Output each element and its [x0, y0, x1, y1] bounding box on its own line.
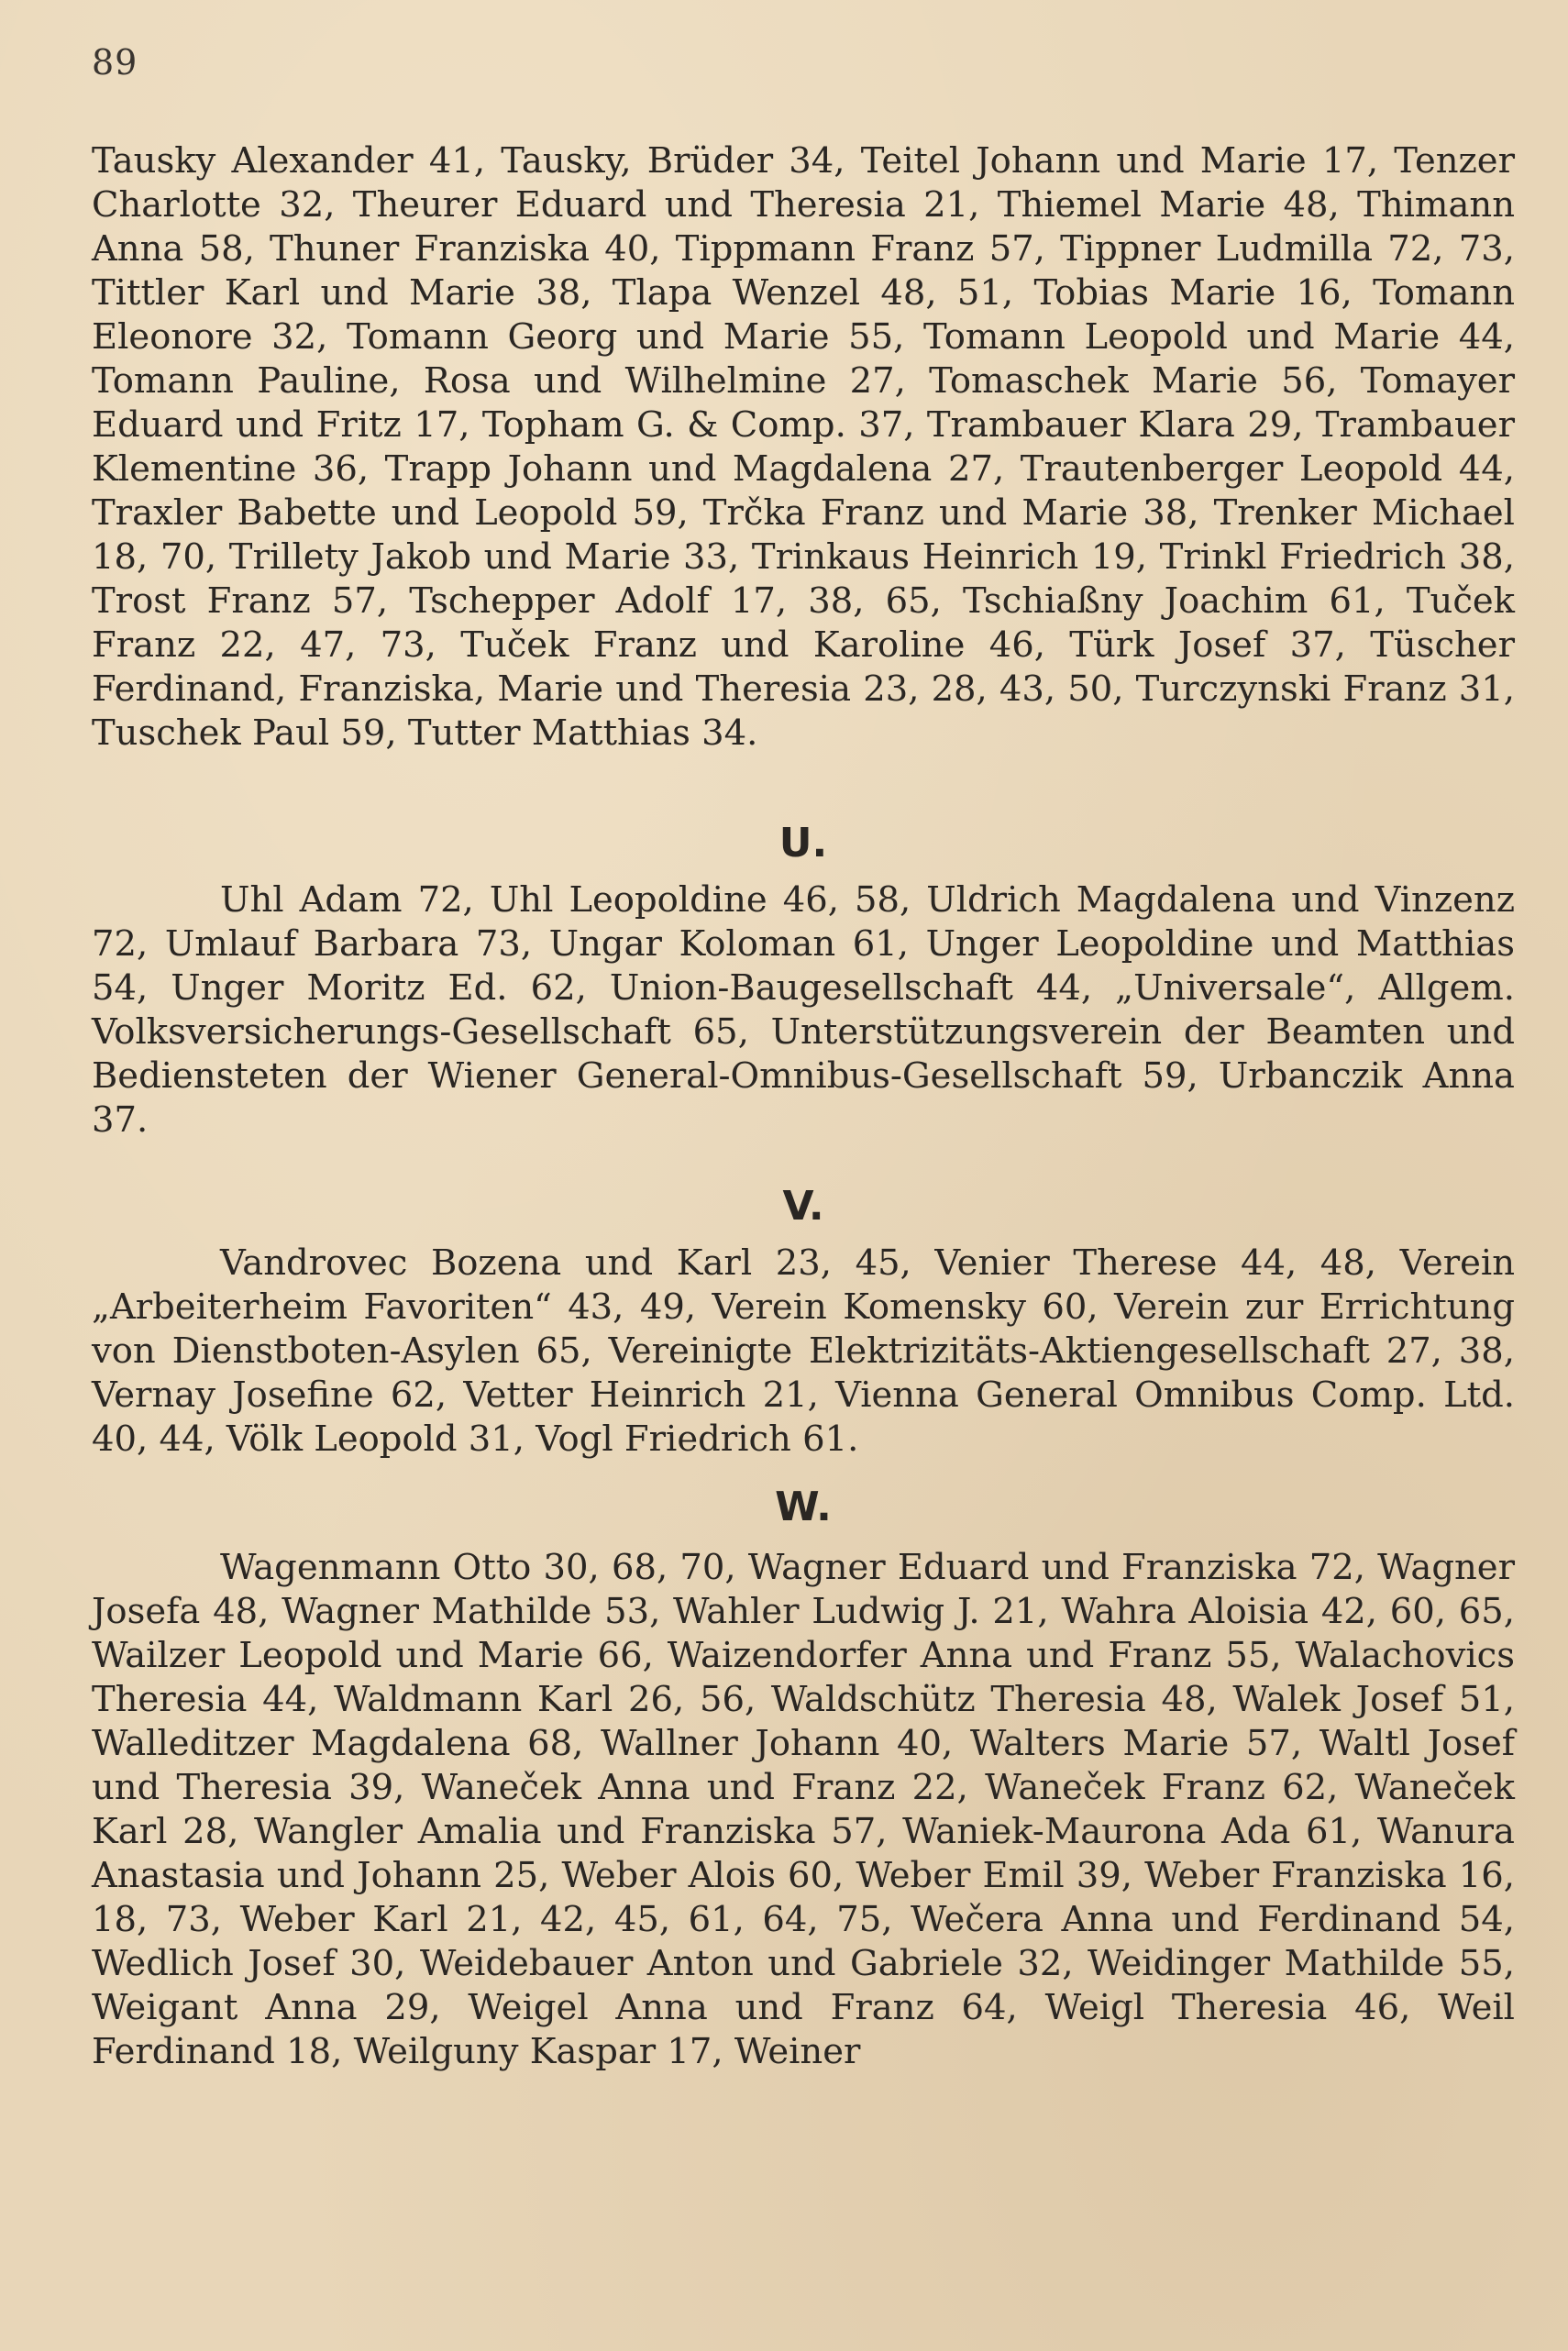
section-heading-w: W. — [775, 1484, 832, 1530]
section-heading-u: U. — [778, 820, 828, 866]
page-number: 89 — [92, 42, 138, 83]
index-paragraph-v: Vandrovec Bozena und Karl 23, 45, Venier Therese 44, 48, Verein „Arbeiterheim Favoriten“ 43, 49, Verein Komensky 60, Verein zur Errichtung von Dienstboten-Asylen 65, Vereinigte Elektrizitäts-Aktiengesellschaft 27, 38, Vernay Josefine 62, Vetter Heinrich 21, Vienna General Omnibus Comp. Ltd. 40, 44, Völk Leopold 31, Vogl Friedrich 61. — [92, 1242, 1515, 1460]
index-paragraph-w: Wagenmann Otto 30, 68, 70, Wagner Eduard und Franziska 72, Wagner Josefa 48, Wagner Mathilde 53, Wahler Ludwig J. 21, Wahra Aloisia 42, 60, 65, Wailzer Leopold und Marie 66, Waizendorfer Anna und Franz 55, Walachovics Theresia 44, Waldmann Karl 26, 56, Waldschütz Theresia 48, Walek Josef 51, Walleditzer Magdalena 68, Wallner Johann 40, Walters Marie 57, Waltl Josef und Theresia 39, Waneček Anna und Franz 22, Waneček Franz 62, Waneček Karl 28, Wangler Amalia und Franziska 57, Waniek-Maurona Ada 61, Wanura Anastasia und Johann 25, Weber Alois 60, Weber Emil 39, Weber Franziska 16, 18, 73, Weber Karl 21, 42, 45, 61, 64, 75, Wečera Anna und Ferdinand 54, Wedlich Josef 30, Weidebauer Anton und Gabriele 32, Weidinger Mathilde 55, Weigant Anna 29, Weigel Anna und Franz 64, Weigl Theresia 46, Weil Ferdinand 18, Weilguny Kaspar 17, Weiner — [92, 1547, 1515, 2072]
index-paragraph-u: Uhl Adam 72, Uhl Leopoldine 46, 58, Uldrich Magdalena und Vinzenz 72, Umlauf Barbara 73, Ungar Koloman 61, Unger Leopoldine und Matthias 54, Unger Moritz Ed. 62, Union-Baugesellschaft 44, „Universale“, Allgem. Volksversicherungs-Gesellschaft 65, Unterstützungsverein der Beamten und Bediensteten der Wiener General-Omnibus-Gesellschaft 59, Urbanczik Anna 37. — [92, 879, 1515, 1141]
index-content — [92, 139, 1515, 2074]
index-paragraph-t: Tausky Alexander 41, Tausky, Brüder 34, Teitel Johann und Marie 17, Tenzer Charlotte 32, Theurer Eduard und Theresia 21, Thiemel Marie 48, Thimann Anna 58, Thuner Franziska 40, Tippmann Franz 57, Tippner Ludmilla 72, 73, Tittler Karl und Marie 38, Tlapa Wenzel 48, 51, Tobias Marie 16, Tomann Eleonore 32, Tomann Georg und Marie 55, Tomann Leopold und Marie 44, Tomann Pauline, Rosa und Wilhelmine 27, Tomaschek Marie 56, Tomayer Eduard und Fritz 17, Topham G. & Comp. 37, Trambauer Klara 29, Trambauer Klementine 36, Trapp Johann und Magdalena 27, Trautenberger Leopold 44, Traxler Babette und Leopold 59, Trčka Franz und Marie 38, Trenker Michael 18, 70, Trillety Jakob und Marie 33, Trinkaus Heinrich 19, Trinkl Friedrich 38, Trost Franz 57, Tschepper Adolf 17, 38, 65, Tschiaßny Joachim 61, Tuček Franz 22, 47, 73, Tuček Franz und Karoline 46, Türk Josef 37, Tüscher Ferdinand, Franziska, Marie und Theresia 23, 28, 43, 50, Turczynski Franz 31, Tuschek Paul 59, Tutter Matthias 34. — [92, 140, 1515, 754]
section-heading-v: V. — [782, 1183, 824, 1230]
